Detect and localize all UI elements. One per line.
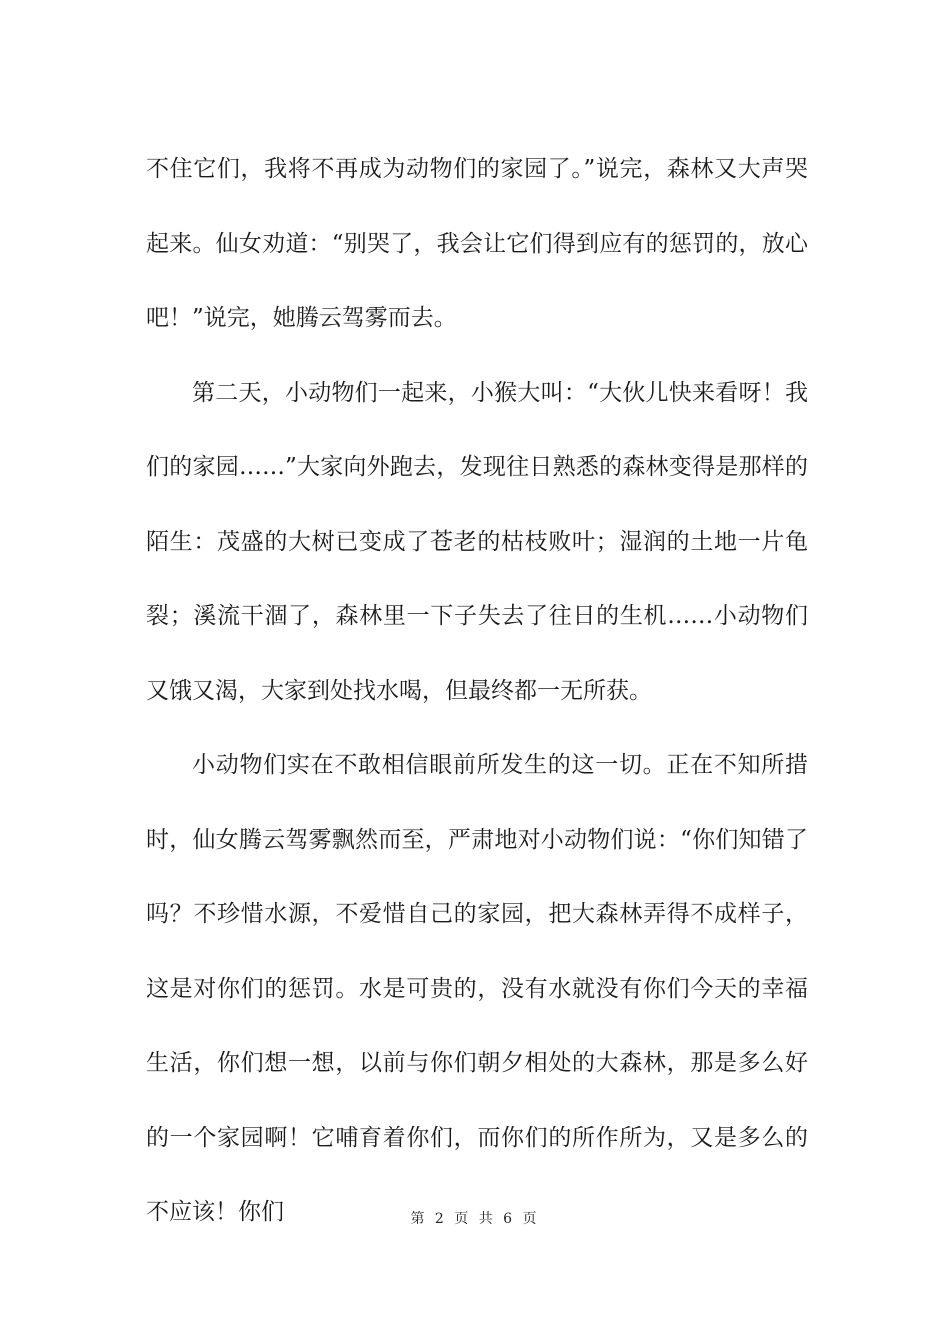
paragraph-fairy-speech: 小动物们实在不敢相信眼前所发生的这一切。正在不知所措时，仙女腾云驾雾飘然而至，严肃地对小动物们说：“你们知错了吗？不珍惜水源，不爱惜自己的家园，把大森林弄得不成样子，这是对你们的惩罚。水是可贵的，没有水就没有你们今天的幸福生活，你们想一想，以前与你们朝夕相处的大森林，那是多么好的一个家园啊！它哺育着你们，而你们的所作所为，又是多么的不应该！你们 bbox=[146, 752, 808, 1225]
body-text bbox=[146, 132, 808, 1250]
paragraph-second-day: 第二天，小动物们一起来，小猴大叫：“大伙儿快来看呀！我们的家园……”大家向外跑去，发现往日熟悉的森林变得是那样的陌生：茂盛的大树已变成了苍老的枯枝败叶；湿润的土地一片龟裂；溪流干涸了，森林里一下子失去了往日的生机……小动物们又饿又渴，大家到处找水喝，但最终都一无所获。 bbox=[146, 379, 808, 704]
paragraph-continuation: 不住它们，我将不再成为动物们的家园了。”说完，森林又大声哭起来。仙女劝道：“别哭了，我会让它们得到应有的惩罚的，放心吧！”说完，她腾云驾雾而去。 bbox=[146, 156, 808, 331]
page-footer: 第 2 页 共 6 页 bbox=[410, 1211, 540, 1227]
